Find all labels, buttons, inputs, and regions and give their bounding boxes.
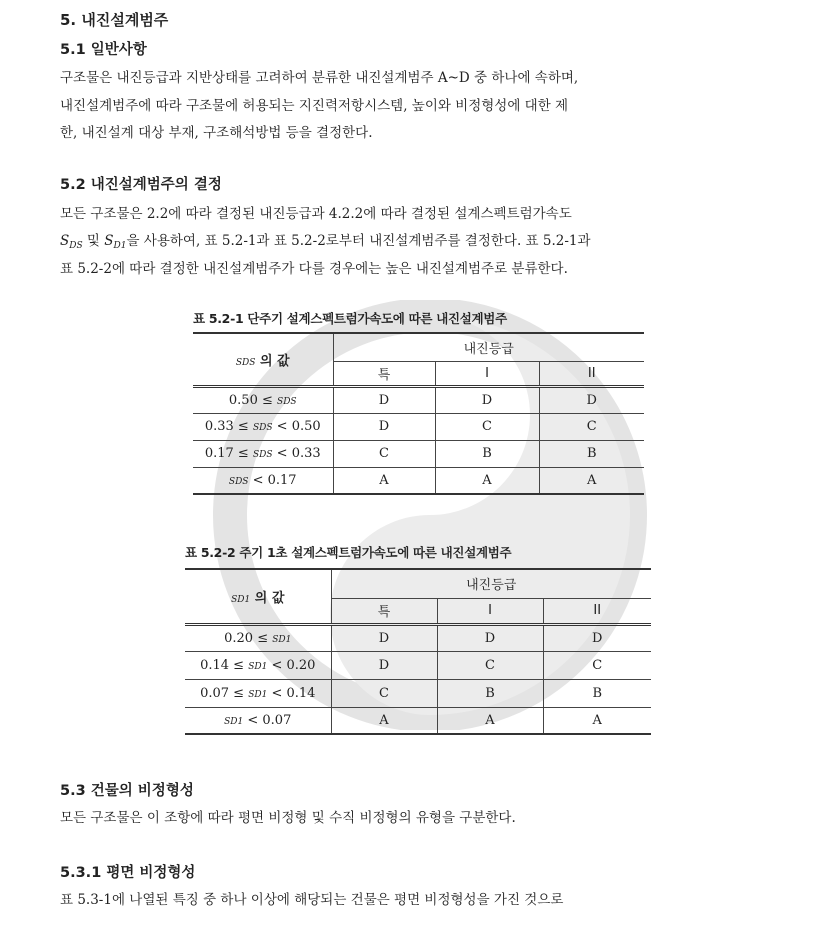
table-cell: D	[333, 386, 435, 413]
table-row	[193, 440, 644, 467]
table-cell: D	[435, 386, 539, 413]
table-cell: D	[331, 651, 437, 679]
table-5-2-2	[185, 568, 651, 735]
subsection-5-1-title: 5.1 일반사항	[60, 42, 147, 58]
table-5-2-2-range: SD1 < 0.07	[185, 707, 331, 734]
table-cell: A	[437, 707, 543, 734]
table-cell: A	[333, 467, 435, 494]
symbol-sd1-subscript: D1	[113, 241, 127, 251]
table-cell: A	[543, 707, 651, 734]
subsection-5-3-title: 5.3 건물의 비정형성	[60, 783, 194, 799]
table-5-2-1-range: 0.50 ≤ SDS	[193, 386, 333, 413]
table-cell: D	[333, 413, 435, 440]
table-cell: A	[331, 707, 437, 734]
table-5-2-1	[193, 332, 644, 495]
table-5-2-2-caption: 표 5.2-2 주기 1초 설계스펙트럼가속도에 따른 내진설계범주	[185, 545, 512, 560]
table-row	[193, 386, 644, 413]
table-5-2-1-col-ii: II	[539, 361, 644, 386]
table-cell: B	[543, 679, 651, 707]
table-5-2-2-col-ii: II	[543, 598, 651, 624]
table-row	[185, 707, 651, 734]
table-5-2-2-rowheader: SD1 의 값	[185, 569, 331, 624]
symbol-sd1: S	[104, 233, 114, 249]
paragraph-5-3-line-1: 모든 구조물은 이 조항에 따라 평면 비정형 및 수직 비정형의 유형을 구분한다.	[60, 810, 516, 826]
table-cell: C	[331, 679, 437, 707]
table-5-2-1-col-i: I	[435, 361, 539, 386]
table-5-2-1-group-header: 내진등급	[333, 333, 644, 361]
subsection-5-2-title: 5.2 내진설계범주의 결정	[60, 177, 222, 193]
table-row	[193, 467, 644, 494]
symbol-sds-subscript: DS	[69, 241, 83, 251]
table-cell: C	[539, 413, 644, 440]
table-cell: C	[435, 413, 539, 440]
paragraph-5-2-line-2-rest: 을 사용하여, 표 5.2-1과 표 5.2-2로부터 내진설계범주를 결정한다. 표 5.2-1과	[126, 233, 591, 249]
paragraph-5-1-line-3: 한, 내진설계 대상 부재, 구조해석방법 등을 결정한다.	[60, 125, 373, 141]
table-row	[185, 679, 651, 707]
paragraph-5-2-line-2	[60, 229, 591, 251]
section-title: 5. 내진설계범주	[60, 11, 169, 29]
table-5-2-2-range: 0.14 ≤ SD1 < 0.20	[185, 651, 331, 679]
table-5-2-1-col-special: 특	[333, 361, 435, 386]
table-cell: A	[435, 467, 539, 494]
paragraph-5-2-line-1: 모든 구조물은 2.2에 따라 결정된 내진등급과 4.2.2에 따라 결정된 설계스펙트럼가속도	[60, 206, 572, 222]
table-cell: B	[435, 440, 539, 467]
subsection-5-3-1-title: 5.3.1 평면 비정형성	[60, 865, 196, 881]
table-cell: C	[333, 440, 435, 467]
table-5-2-2-range: 0.20 ≤ SD1	[185, 624, 331, 651]
table-cell: A	[539, 467, 644, 494]
table-row	[185, 624, 651, 651]
table-5-2-2-group-header: 내진등급	[331, 569, 651, 598]
table-5-2-1-rowheader: SDS 의 값	[193, 333, 333, 386]
table-row	[193, 413, 644, 440]
table-5-2-2-range: 0.07 ≤ SD1 < 0.14	[185, 679, 331, 707]
table-cell: D	[539, 386, 644, 413]
paragraph-5-1-line-1: 구조물은 내진등급과 지반상태를 고려하여 분류한 내진설계범주 A~D 중 하나에 속하며,	[60, 70, 579, 86]
table-cell: C	[437, 651, 543, 679]
conjunction-text: 및	[82, 233, 105, 249]
table-cell: B	[437, 679, 543, 707]
table-row	[185, 651, 651, 679]
table-cell: D	[543, 624, 651, 651]
table-5-2-1-range: SDS < 0.17	[193, 467, 333, 494]
table-5-2-2-col-special: 특	[331, 598, 437, 624]
symbol-sds: S	[60, 233, 70, 249]
table-5-2-1-caption: 표 5.2-1 단주기 설계스펙트럼가속도에 따른 내진설계범주	[193, 311, 507, 326]
table-5-2-1-range: 0.33 ≤ SDS < 0.50	[193, 413, 333, 440]
table-cell: D	[437, 624, 543, 651]
paragraph-5-1-line-2: 내진설계범주에 따라 구조물에 허용되는 지진력저항시스템, 높이와 비정형성에 대한 제	[60, 98, 569, 114]
table-5-2-2-col-i: I	[437, 598, 543, 624]
paragraph-5-3-1-line-1: 표 5.3-1에 나열된 특징 중 하나 이상에 해당되는 건물은 평면 비정형성을 가진 것으로	[60, 892, 564, 908]
table-cell: B	[539, 440, 644, 467]
paragraph-5-2-line-3: 표 5.2-2에 따라 결정한 내진설계범주가 다를 경우에는 높은 내진설계범주로 분류한다.	[60, 261, 568, 277]
table-cell: C	[543, 651, 651, 679]
table-cell: D	[331, 624, 437, 651]
table-5-2-1-range: 0.17 ≤ SDS < 0.33	[193, 440, 333, 467]
